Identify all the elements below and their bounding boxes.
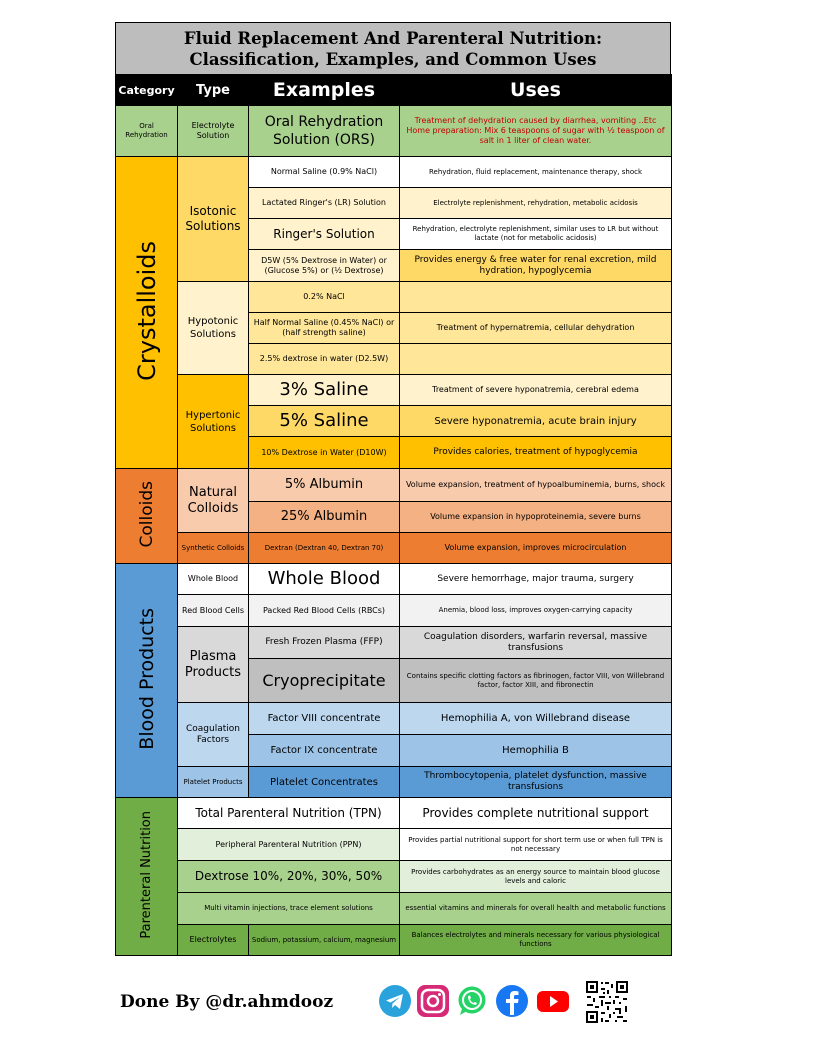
category-parenteral-nutrition-label: Parenteral Nutrition: [139, 810, 154, 939]
use-ringers-solution: Rehydration, electrolyte replenishment, similar uses to LR but without lactate (not for metabolic acidosis): [400, 219, 672, 250]
youtube-icon[interactable]: [536, 984, 570, 1018]
category-crystalloids: [116, 157, 178, 469]
example-0-2-nacl: 0.2% NaCl: [249, 282, 400, 313]
example-d2-5w: 2.5% dextrose in water (D2.5W): [249, 344, 400, 375]
use-dextrose: Provides carbohydrates as an energy source to maintain blood glucose levels and caloric: [400, 861, 672, 893]
type-whole-blood: Whole Blood: [178, 564, 249, 595]
title-line-2: Classification, Examples, and Common Uses: [189, 50, 597, 69]
table-row: [116, 157, 672, 188]
example-d10w: 10% Dextrose in Water (D10W): [249, 437, 400, 469]
type-natural-colloids: Natural Colloids: [178, 469, 249, 533]
table-row: [116, 282, 672, 313]
example-tpn: Total Parenteral Nutrition (TPN): [178, 798, 400, 829]
use-ors-text: Treatment of dehydration caused by diarrhea, vomiting ..Etc: [414, 116, 657, 125]
example-lactated-ringers: Lactated Ringer's (LR) Solution: [249, 188, 400, 219]
qr-code: [585, 980, 629, 1024]
example-5-albumin: 5% Albumin: [249, 469, 400, 502]
use-ffp: Coagulation disorders, warfarin reversal, massive transfusions: [400, 627, 672, 659]
table-row: [116, 925, 672, 956]
table-row: [116, 564, 672, 595]
example-packed-rbc: Packed Red Blood Cells (RBCs): [249, 595, 400, 627]
footer: [118, 980, 678, 1030]
use-factor-viii: Hemophilia A, von Willebrand disease: [400, 703, 672, 735]
use-platelet-concentrates: Thrombocytopenia, platelet dysfunction, massive transfusions: [400, 767, 672, 798]
example-cryoprecipitate: Cryoprecipitate: [249, 659, 400, 703]
header-type: Type: [178, 75, 249, 106]
example-normal-saline: Normal Saline (0.9% NaCl): [249, 157, 400, 188]
header-examples: Examples: [249, 75, 400, 106]
table-row: [116, 595, 672, 627]
category-crystalloids-label: Crystalloids: [132, 240, 161, 381]
example-whole-blood: Whole Blood: [249, 564, 400, 595]
example-d5w: D5W (5% Dextrose in Water) or (Glucose 5%) or (½ Dextrose): [249, 250, 400, 282]
category-colloids: [116, 469, 178, 564]
table-row: [116, 533, 672, 564]
type-electrolyte-solution: Electrolyte Solution: [178, 106, 249, 157]
category-colloids-label: Colloids: [136, 480, 157, 548]
example-dextrose: Dextrose 10%, 20%, 30%, 50%: [178, 861, 400, 893]
use-cryoprecipitate: Contains specific clotting factors as fibrinogen, factor VIII, von Willebrand factor, factor XIII, and fibronectin: [400, 659, 672, 703]
type-coagulation-factors: Coagulation Factors: [178, 703, 249, 767]
type-platelet-products: Platelet Products: [178, 767, 249, 798]
table-row: [116, 829, 672, 861]
table-row: [116, 767, 672, 798]
table-row: [116, 375, 672, 406]
use-3-saline: Treatment of severe hyponatremia, cerebral edema: [400, 375, 672, 406]
use-multivitamin: essential vitamins and minerals for overall health and metabolic functions: [400, 893, 672, 925]
header-uses: Uses: [400, 75, 672, 106]
type-isotonic: Isotonic Solutions: [178, 157, 249, 282]
use-packed-rbc: Anemia, blood loss, improves oxygen-carrying capacity: [400, 595, 672, 627]
example-ors: Oral Rehydration Solution (ORS): [249, 106, 400, 157]
use-5-albumin: Volume expansion, treatment of hypoalbuminemia, burns, shock: [400, 469, 672, 502]
type-electrolytes: Electrolytes: [178, 925, 249, 956]
table-row: [116, 703, 672, 735]
classification-table: [115, 74, 672, 956]
table-row: [116, 893, 672, 925]
use-empty-cell: [400, 344, 672, 375]
use-tpn: Provides complete nutritional support: [400, 798, 672, 829]
example-ppn: Peripheral Parenteral Nutrition (PPN): [178, 829, 400, 861]
use-25-albumin: Volume expansion in hypoproteinemia, severe burns: [400, 502, 672, 533]
example-ffp: Fresh Frozen Plasma (FFP): [249, 627, 400, 659]
use-ors: [400, 106, 672, 157]
category-blood-products: [116, 564, 178, 798]
example-half-normal-saline: Half Normal Saline (0.45% NaCl) or (half strength saline): [249, 313, 400, 344]
table-row: [116, 861, 672, 893]
use-whole-blood: Severe hemorrhage, major trauma, surgery: [400, 564, 672, 595]
use-ppn: Provides partial nutritional support for short term use or when full TPN is not necessary: [400, 829, 672, 861]
category-oral-rehydration: Oral Rehydration: [116, 106, 178, 157]
table-row: [116, 798, 672, 829]
type-synthetic-colloids: Synthetic Colloids: [178, 533, 249, 564]
example-ringers-solution: Ringer's Solution: [249, 219, 400, 250]
example-factor-viii: Factor VIII concentrate: [249, 703, 400, 735]
example-5-saline: 5% Saline: [249, 406, 400, 437]
instagram-icon[interactable]: [416, 984, 450, 1018]
example-multivitamin: Multi vitamin injections, trace element solutions: [178, 893, 400, 925]
category-blood-products-label: Blood Products: [135, 607, 158, 750]
header-row: [116, 75, 672, 106]
table-row: [116, 469, 672, 502]
type-hypertonic: Hypertonic Solutions: [178, 375, 249, 469]
example-platelet-concentrates: Platelet Concentrates: [249, 767, 400, 798]
use-electrolytes: Balances electrolytes and minerals necessary for various physiological functions: [400, 925, 672, 956]
use-dextran: Volume expansion, improves microcirculation: [400, 533, 672, 564]
use-lactated-ringers: Electrolyte replenishment, rehydration, metabolic acidosis: [400, 188, 672, 219]
credit-text: Done By @dr.ahmdooz: [120, 992, 334, 1012]
use-5-saline: Severe hyponatremia, acute brain injury: [400, 406, 672, 437]
example-3-saline: 3% Saline: [249, 375, 400, 406]
example-dextran: Dextran (Dextran 40, Dextran 70): [249, 533, 400, 564]
use-empty-cell: [400, 282, 672, 313]
type-plasma-products: Plasma Products: [178, 627, 249, 703]
use-hypotonic: Treatment of hypernatremia, cellular dehydration: [400, 313, 672, 344]
table-row: [116, 627, 672, 659]
type-red-blood-cells: Red Blood Cells: [178, 595, 249, 627]
use-ors-home-prep: Home preparation: Mix 6 teaspoons of sugar with ½ teaspoon of salt in 1 liter of clean water.: [406, 126, 665, 145]
page-title: [115, 22, 671, 74]
title-line-1: Fluid Replacement And Parenteral Nutrition:: [183, 29, 603, 48]
table-row: [116, 106, 672, 157]
example-factor-ix: Factor IX concentrate: [249, 735, 400, 767]
telegram-icon[interactable]: [378, 984, 412, 1018]
facebook-icon[interactable]: [495, 984, 529, 1018]
header-category: Category: [116, 75, 178, 106]
use-d5w: Provides energy & free water for renal excretion, mild hydration, hypoglycemia: [400, 250, 672, 282]
use-factor-ix: Hemophilia B: [400, 735, 672, 767]
type-hypotonic: Hypotonic Solutions: [178, 282, 249, 375]
use-normal-saline: Rehydration, fluid replacement, maintenance therapy, shock: [400, 157, 672, 188]
use-d10w: Provides calories, treatment of hypoglycemia: [400, 437, 672, 469]
example-25-albumin: 25% Albumin: [249, 502, 400, 533]
example-electrolytes: Sodium, potassium, calcium, magnesium: [249, 925, 400, 956]
category-parenteral-nutrition: [116, 798, 178, 956]
whatsapp-icon[interactable]: [455, 984, 489, 1018]
main-table-container: [115, 22, 671, 956]
